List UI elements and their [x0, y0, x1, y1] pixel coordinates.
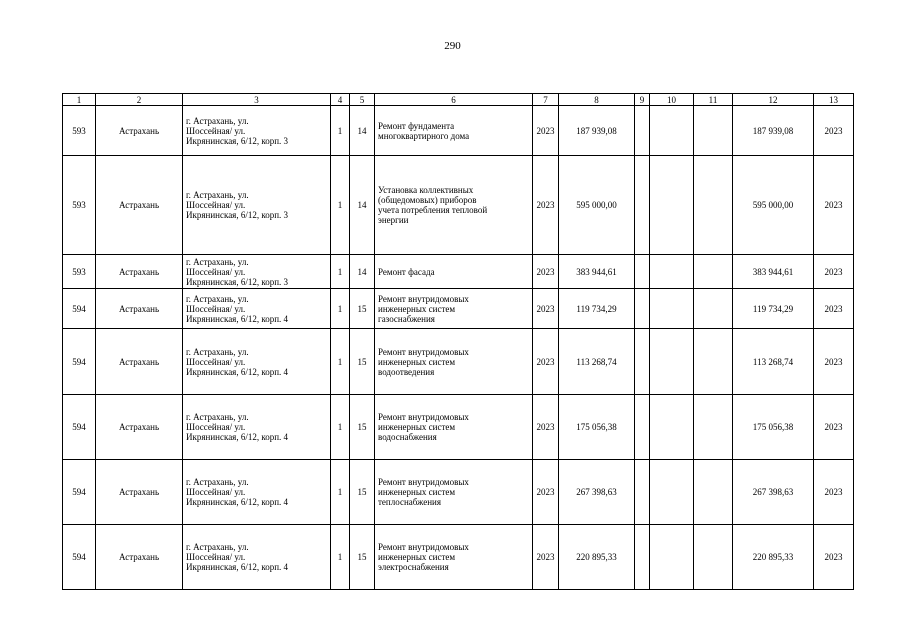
cell-cost: 267 398,63: [559, 460, 635, 525]
table-row: [63, 460, 854, 525]
cell-city: Астрахань: [96, 255, 183, 289]
cell-col11: [694, 329, 733, 395]
cell-year: 2023: [533, 156, 559, 255]
cell-cost: 220 895,33: [559, 525, 635, 590]
cell-address: [183, 329, 331, 395]
header-cell: 10: [650, 94, 694, 106]
cell-number: 594: [63, 525, 96, 590]
cell-city: Астрахань: [96, 329, 183, 395]
cell-city: Астрахань: [96, 289, 183, 329]
work-line: Установка коллективных: [378, 185, 474, 195]
header-cell: 2: [96, 94, 183, 106]
header-cell: 7: [533, 94, 559, 106]
cell-work-type: [375, 395, 533, 460]
cell-col5: 14: [350, 156, 375, 255]
cell-work-type: [375, 156, 533, 255]
cell-year-end: 2023: [814, 106, 854, 156]
work-line: Ремонт внутридомовых: [378, 346, 469, 357]
work-line: инженерных систем: [378, 356, 456, 367]
work-line: многоквартирного дома: [378, 130, 470, 141]
header-cell: 6: [375, 94, 533, 106]
address-line: г. Астрахань, ул.: [186, 190, 249, 200]
cell-col11: [694, 289, 733, 329]
header-cell: 5: [350, 94, 375, 106]
address-line: Шоссейная/ ул.: [186, 303, 246, 314]
header-cell: 13: [814, 94, 854, 106]
address-line: Шоссейная/ ул.: [186, 266, 246, 277]
cell-city: Астрахань: [96, 525, 183, 590]
cell-col5: 14: [350, 106, 375, 156]
cell-work-type: [375, 329, 533, 395]
address-line: Икрянинская, 6/12, корп. 4: [186, 562, 289, 572]
table-row: [63, 255, 854, 289]
address-line: г. Астрахань, ул.: [186, 115, 249, 126]
header-cell: 9: [635, 94, 650, 106]
work-line: инженерных систем: [378, 552, 456, 562]
work-line: электроснабжения: [378, 562, 449, 572]
cell-cost: 383 944,61: [559, 255, 635, 289]
cell-city: Астрахань: [96, 460, 183, 525]
cell-total: 220 895,33: [733, 525, 814, 590]
header-cell: 12: [733, 94, 814, 106]
cell-address: [183, 395, 331, 460]
cell-number: 594: [63, 395, 96, 460]
cell-work-type: [375, 460, 533, 525]
cell-number: 594: [63, 289, 96, 329]
cell-year: 2023: [533, 395, 559, 460]
cell-year: 2023: [533, 106, 559, 156]
cell-total: 595 000,00: [733, 156, 814, 255]
cell-col5: 15: [350, 289, 375, 329]
cell-number: 593: [63, 255, 96, 289]
cell-address: [183, 255, 331, 289]
cell-year: 2023: [533, 460, 559, 525]
cell-year: 2023: [533, 289, 559, 329]
cell-total: 113 268,74: [733, 329, 814, 395]
cell-work-type: [375, 289, 533, 329]
work-line: инженерных систем: [378, 487, 456, 497]
address-line: Шоссейная/ ул.: [186, 422, 246, 432]
cell-total: 383 944,61: [733, 255, 814, 289]
cell-col10: [650, 460, 694, 525]
cell-total: 267 398,63: [733, 460, 814, 525]
cell-col11: [694, 525, 733, 590]
work-line: Ремонт внутридомовых: [378, 477, 469, 487]
cell-col5: 15: [350, 460, 375, 525]
cell-number: 594: [63, 460, 96, 525]
table-row: [63, 329, 854, 395]
address-line: Икрянинская, 6/12, корп. 4: [186, 366, 289, 377]
work-line: инженерных систем: [378, 303, 456, 314]
cell-col4: 1: [331, 395, 350, 460]
cell-total: 119 734,29: [733, 289, 814, 329]
address-line: Шоссейная/ ул.: [186, 200, 246, 210]
cell-col10: [650, 525, 694, 590]
cell-cost: 113 268,74: [559, 329, 635, 395]
work-line: водоснабжения: [378, 432, 437, 442]
cell-col4: 1: [331, 106, 350, 156]
address-line: г. Астрахань, ул.: [186, 256, 249, 267]
header-row: [63, 94, 854, 106]
table-row: [63, 395, 854, 460]
address-line: г. Астрахань, ул.: [186, 412, 249, 422]
address-line: г. Астрахань, ул.: [186, 542, 249, 552]
address-line: Икрянинская, 6/12, корп. 4: [186, 497, 289, 507]
address-line: г. Астрахань, ул.: [186, 346, 249, 357]
header-cell: 1: [63, 94, 96, 106]
cell-year-end: 2023: [814, 156, 854, 255]
address-line: Шоссейная/ ул.: [186, 356, 246, 367]
cell-year-end: 2023: [814, 289, 854, 329]
address-line: г. Астрахань, ул.: [186, 293, 249, 304]
cell-col11: [694, 156, 733, 255]
repair-schedule-table: [62, 93, 854, 590]
cell-col11: [694, 255, 733, 289]
cell-number: 594: [63, 329, 96, 395]
work-line: Ремонт внутридомовых: [378, 542, 469, 552]
work-line: энергии: [378, 215, 409, 225]
cell-col4: 1: [331, 525, 350, 590]
cell-year-end: 2023: [814, 329, 854, 395]
address-line: г. Астрахань, ул.: [186, 477, 249, 487]
address-line: Икрянинская, 6/12, корп. 4: [186, 432, 289, 442]
cell-col11: [694, 460, 733, 525]
cell-col10: [650, 156, 694, 255]
work-line: водоотведения: [378, 366, 435, 377]
cell-col11: [694, 106, 733, 156]
address-line: Икрянинская, 6/12, корп. 4: [186, 313, 289, 324]
cell-total: 187 939,08: [733, 106, 814, 156]
cell-col9: [635, 395, 650, 460]
work-line: Ремонт фасада: [378, 266, 435, 277]
cell-city: Астрахань: [96, 156, 183, 255]
cell-address: [183, 525, 331, 590]
cell-address: [183, 289, 331, 329]
header-cell: 8: [559, 94, 635, 106]
cell-col10: [650, 106, 694, 156]
table-row: [63, 289, 854, 329]
cell-col9: [635, 460, 650, 525]
cell-col10: [650, 329, 694, 395]
cell-year-end: 2023: [814, 460, 854, 525]
cell-col9: [635, 329, 650, 395]
cell-year-end: 2023: [814, 525, 854, 590]
header-cell: 3: [183, 94, 331, 106]
address-line: Икрянинская, 6/12, корп. 3: [186, 276, 289, 287]
address-line: Шоссейная/ ул.: [186, 487, 246, 497]
cell-total: 175 056,38: [733, 395, 814, 460]
cell-address: [183, 460, 331, 525]
work-line: инженерных систем: [378, 422, 456, 432]
cell-col4: 1: [331, 289, 350, 329]
work-line: газоснабжения: [378, 313, 435, 324]
cell-cost: 595 000,00: [559, 156, 635, 255]
work-line: Ремонт внутридомовых: [378, 293, 469, 304]
work-line: теплоснабжения: [378, 497, 441, 507]
work-line: учета потребления тепловой: [378, 205, 488, 215]
work-line: Ремонт фундамента: [378, 120, 455, 131]
page-number: 290: [444, 40, 461, 52]
cell-col9: [635, 156, 650, 255]
header-cell: 11: [694, 94, 733, 106]
cell-col9: [635, 106, 650, 156]
table-row: [63, 106, 854, 156]
cell-col5: 15: [350, 525, 375, 590]
cell-address: [183, 156, 331, 255]
cell-col11: [694, 395, 733, 460]
work-line: Ремонт внутридомовых: [378, 412, 469, 422]
address-line: Икрянинская, 6/12, корп. 3: [186, 210, 289, 220]
address-line: Шоссейная/ ул.: [186, 552, 246, 562]
cell-col10: [650, 395, 694, 460]
cell-col4: 1: [331, 255, 350, 289]
cell-work-type: [375, 525, 533, 590]
cell-number: 593: [63, 106, 96, 156]
cell-col10: [650, 289, 694, 329]
cell-cost: 187 939,08: [559, 106, 635, 156]
cell-col9: [635, 525, 650, 590]
cell-col5: 15: [350, 395, 375, 460]
cell-col5: 15: [350, 329, 375, 395]
cell-cost: 175 056,38: [559, 395, 635, 460]
cell-number: 593: [63, 156, 96, 255]
cell-work-type: [375, 255, 533, 289]
cell-work-type: [375, 106, 533, 156]
cell-year: 2023: [533, 255, 559, 289]
cell-cost: 119 734,29: [559, 289, 635, 329]
cell-year-end: 2023: [814, 395, 854, 460]
header-cell: 4: [331, 94, 350, 106]
cell-city: Астрахань: [96, 395, 183, 460]
cell-col9: [635, 255, 650, 289]
cell-address: [183, 106, 331, 156]
table-row: [63, 525, 854, 590]
cell-year-end: 2023: [814, 255, 854, 289]
cell-city: Астрахань: [96, 106, 183, 156]
cell-col5: 14: [350, 255, 375, 289]
cell-col4: 1: [331, 329, 350, 395]
cell-year: 2023: [533, 329, 559, 395]
cell-year: 2023: [533, 525, 559, 590]
table-row: [63, 156, 854, 255]
address-line: Шоссейная/ ул.: [186, 125, 246, 136]
cell-col10: [650, 255, 694, 289]
cell-col4: 1: [331, 460, 350, 525]
cell-col9: [635, 289, 650, 329]
address-line: Икрянинская, 6/12, корп. 3: [186, 135, 289, 146]
cell-col4: 1: [331, 156, 350, 255]
work-line: (общедомовых) приборов: [378, 195, 477, 205]
